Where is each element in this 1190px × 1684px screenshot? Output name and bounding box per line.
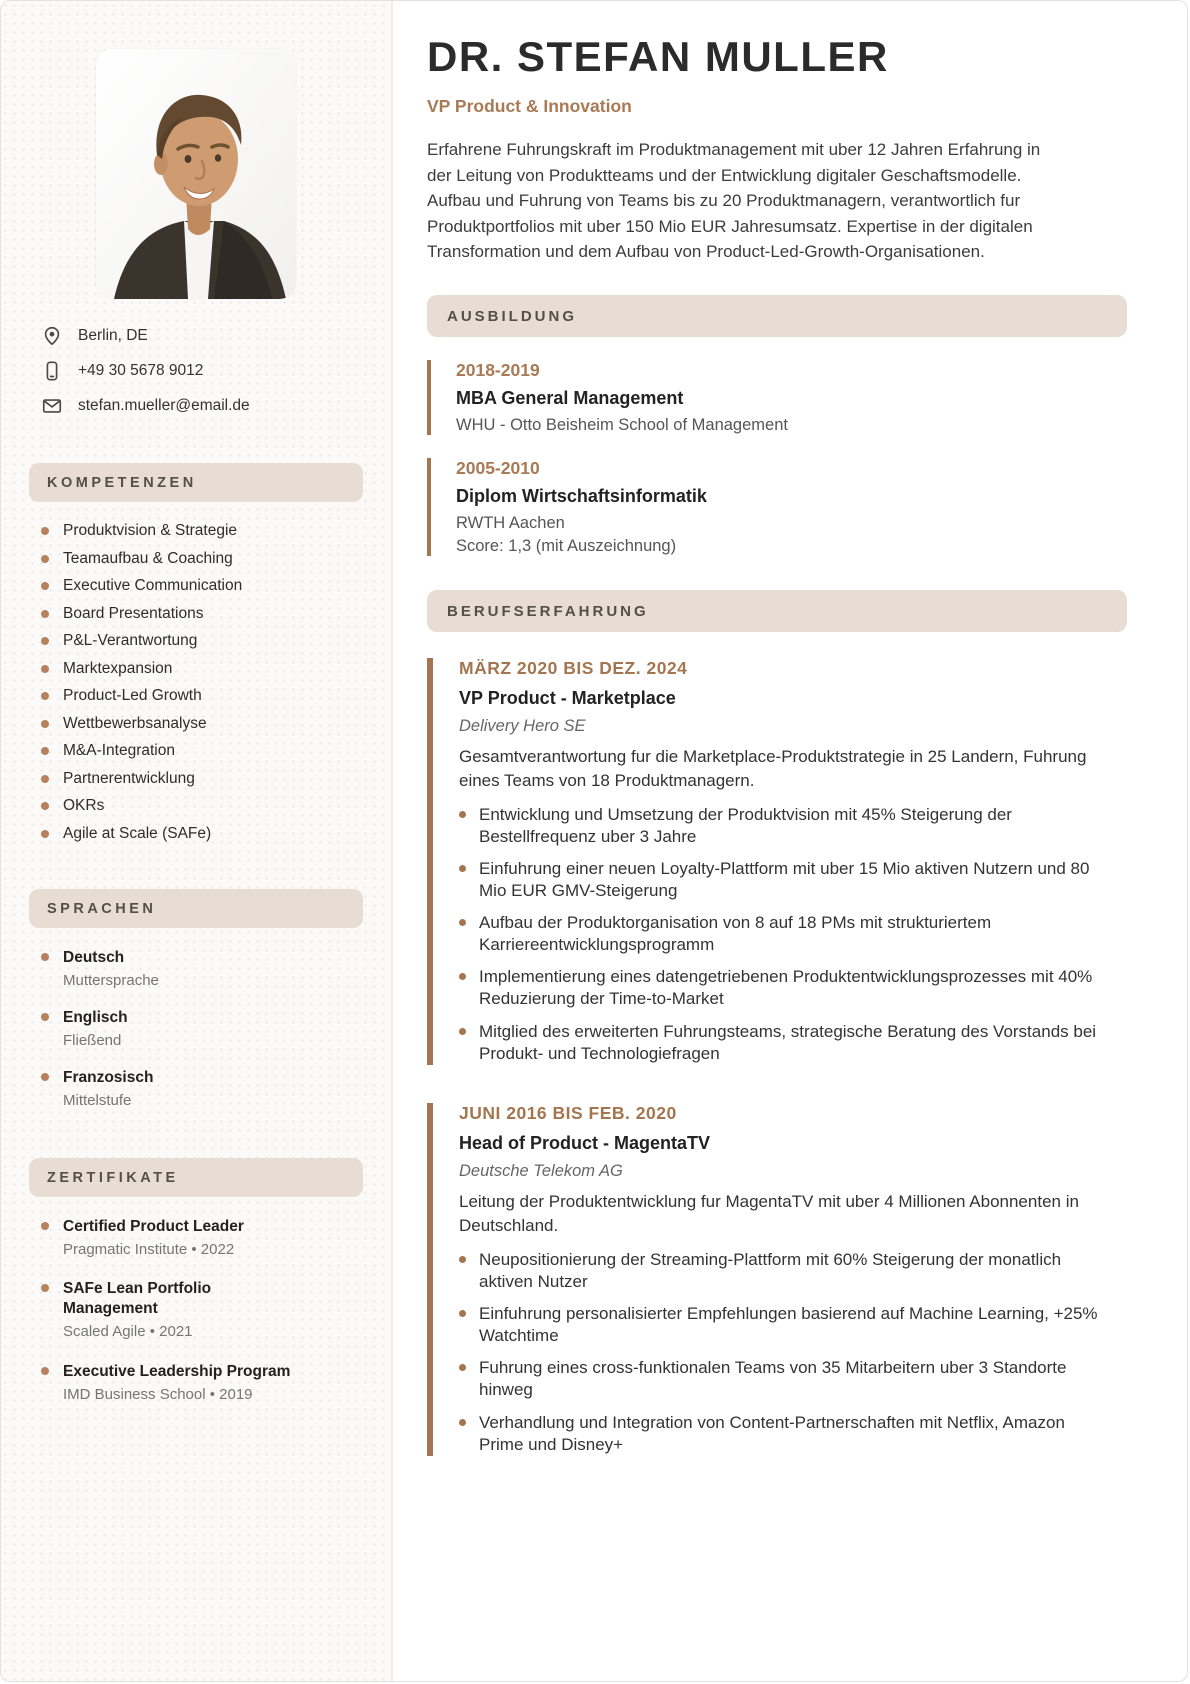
phone-icon	[41, 360, 63, 382]
bullet-icon	[41, 527, 49, 535]
bullet-icon	[41, 692, 49, 700]
list-item	[41, 825, 363, 843]
certificate-name: SAFe Lean Portfolio Management	[63, 1280, 212, 1318]
skill-label: OKRs	[63, 797, 105, 814]
skill-label: Produktvision & Strategie	[63, 522, 238, 539]
list-item	[41, 770, 363, 788]
list-item	[41, 1217, 341, 1260]
portrait-illustration	[96, 49, 296, 299]
bullet-icon	[41, 1222, 49, 1230]
experience-entry	[427, 1103, 1127, 1456]
location-pin-icon	[41, 325, 63, 347]
skill-label: P&L-Verantwortung	[63, 632, 198, 649]
section-header-experience: BERUFSERFAHRUNG	[427, 590, 1127, 632]
education-school: WHU - Otto Beisheim School of Management	[456, 415, 788, 434]
location-text: Berlin, DE	[78, 327, 148, 344]
bullet-icon	[459, 973, 466, 980]
achievement-text: Einfuhrung personalisierter Empfehlungen basierend auf Machine Learning, +25% Watchtime	[479, 1304, 1098, 1346]
language-name: Franzosisch	[63, 1069, 154, 1087]
achievement-text: Entwicklung und Umsetzung der Produktvision mit 45% Steigerung der Bestellfrequenz uber 3 Jahre	[479, 804, 1012, 846]
list-item	[459, 858, 1099, 902]
section-header-competencies: KOMPETENZEN	[29, 463, 363, 502]
section-header-education: AUSBILDUNG	[427, 295, 1127, 337]
skill-label: Teamaufbau & Coaching	[63, 549, 233, 567]
bullet-icon	[459, 811, 466, 818]
bullet-icon	[41, 775, 49, 783]
achievement-text: Mitglied des erweiterten Fuhrungsteams, strategische Beratung des Vorstands bei Produkt- und Technologiefragen	[479, 1021, 1097, 1063]
list-item	[41, 605, 363, 623]
list-item	[459, 1021, 1099, 1065]
section-header-certificates: ZERTIFIKATE	[29, 1158, 363, 1197]
experience-description: Leitung der Produktentwicklung fur MagentaTV mit uber 4 Millionen Abonnenten in Deutschland.	[459, 1191, 1079, 1236]
language-level: Fließend	[63, 1032, 122, 1050]
achievement-text: Einfuhrung einer neuen Loyalty-Plattform mit uber 15 Mio aktiven Nutzern und 80 Mio EUR GMV-Steigerung	[479, 858, 1090, 901]
contact-email	[41, 395, 363, 417]
bullet-icon	[41, 1013, 49, 1021]
bullet-icon	[41, 1284, 49, 1292]
skill-label: Wettbewerbsanalyse	[63, 714, 207, 732]
list-item	[41, 687, 363, 705]
certificate-issuer: IMD Business School • 2019	[63, 1385, 253, 1403]
contact-phone	[41, 360, 363, 382]
bullet-icon	[41, 953, 49, 961]
achievement-text: Implementierung eines datengetriebenen Produktentwicklungsprozesses mit 40% Reduzierung der Time-to-Market	[479, 967, 1093, 1009]
skill-label: Executive Communication	[63, 577, 243, 594]
language-level: Mittelstufe	[63, 1092, 132, 1110]
experience-company: Deutsche Telekom AG	[459, 1161, 623, 1180]
main-content	[393, 1, 1187, 1681]
sidebar	[1, 1, 393, 1681]
bullet-icon	[41, 555, 49, 563]
education-period: 2005-2010	[456, 457, 540, 478]
list-item	[41, 1279, 341, 1343]
achievement-text: Neupositionierung der Streaming-Plattform mit 60% Steigerung der monatlich aktiven Nutzer	[479, 1250, 1062, 1292]
certificate-issuer: Pragmatic Institute • 2022	[63, 1240, 235, 1258]
bullet-icon	[41, 582, 49, 590]
experience-bullet-list	[459, 804, 1127, 1065]
bullet-icon	[459, 1310, 466, 1317]
skill-label: M&A-Integration	[63, 742, 175, 759]
education-period: 2018-2019	[456, 359, 540, 380]
skill-label: Board Presentations	[63, 604, 204, 622]
experience-period: JUNI 2016 BIS FEB. 2020	[459, 1102, 677, 1123]
section-header-languages: SPRACHEN	[29, 889, 363, 928]
email-text: stefan.mueller@email.de	[78, 397, 250, 414]
bullet-icon	[459, 1419, 466, 1426]
experience-description: Gesamtverantwortung fur die Marketplace-Produktstrategie in 25 Landern, Fuhrung eines Teams von 18 Produktmanagern.	[459, 746, 1087, 791]
language-name: Deutsch	[63, 948, 125, 966]
bullet-icon	[41, 830, 49, 838]
achievement-text: Fuhrung eines cross-funktionalen Teams von 35 Mitarbeitern uber 3 Standorte hinweg	[479, 1358, 1067, 1400]
bullet-icon	[41, 802, 49, 810]
phone-text: +49 30 5678 9012	[78, 362, 204, 379]
language-name: Englisch	[63, 1008, 128, 1026]
experience-bullet-list	[459, 1249, 1127, 1456]
list-item	[41, 1362, 341, 1405]
bullet-icon	[41, 720, 49, 728]
experience-role: Head of Product - MagentaTV	[459, 1132, 711, 1153]
certificate-name: Executive Leadership Program	[63, 1362, 291, 1380]
bullet-icon	[459, 919, 466, 926]
bullet-icon	[41, 610, 49, 618]
bullet-icon	[41, 1367, 49, 1375]
list-item	[41, 577, 363, 595]
list-item	[459, 1357, 1099, 1401]
certificate-issuer: Scaled Agile • 2021	[63, 1323, 193, 1341]
list-item	[41, 1068, 363, 1111]
bullet-icon	[41, 665, 49, 673]
achievement-text: Verhandlung und Integration von Content-Partnerschaften mit Netflix, Amazon Prime und Disney+	[479, 1412, 1065, 1454]
skill-label: Agile at Scale (SAFe)	[63, 824, 212, 842]
education-entry	[427, 458, 1127, 556]
language-level: Muttersprache	[63, 971, 159, 989]
experience-entry	[427, 658, 1127, 1065]
bullet-icon	[41, 747, 49, 755]
education-degree: Diplom Wirtschaftsinformatik	[456, 485, 707, 506]
education-degree: MBA General Management	[456, 387, 684, 408]
list-item	[41, 550, 363, 568]
list-item	[459, 966, 1099, 1010]
bullet-icon	[459, 1256, 466, 1263]
certificates-list	[29, 1217, 363, 1405]
list-item	[41, 1008, 363, 1051]
languages-list	[29, 948, 363, 1112]
education-note: Score: 1,3 (mit Auszeichnung)	[456, 536, 677, 555]
list-item	[459, 1303, 1099, 1347]
list-item	[41, 797, 363, 815]
education-school: RWTH Aachen	[456, 513, 565, 532]
skill-label: Product-Led Growth	[63, 687, 202, 704]
list-item	[459, 1249, 1099, 1293]
education-entry	[427, 360, 1127, 435]
bullet-icon	[459, 865, 466, 872]
skill-label: Marktexpansion	[63, 659, 173, 677]
bullet-icon	[41, 1073, 49, 1081]
bullet-icon	[459, 1028, 466, 1035]
bullet-icon	[41, 637, 49, 645]
summary-paragraph: Erfahrene Fuhrungskraft im Produktmanagement mit uber 12 Jahren Erfahrung in der Leitung von Produktteams und der Entwicklung digitaler Geschaftsmodelle. Aufbau und Fuhrung von Teams bis zu 20 Produktmanagern, verantwortlich fur Produktportfolios mit uber 150 Mio EUR Jahresumsatz. Expertise in der digitalen Transformation und dem Aufbau von Product-Led-Growth-Organisationen.	[427, 140, 1041, 261]
list-item	[459, 912, 1099, 956]
list-item	[41, 715, 363, 733]
contact-info	[29, 325, 363, 417]
experience-role: VP Product - Marketplace	[459, 687, 676, 708]
bullet-icon	[459, 1364, 466, 1371]
candidate-title: VP Product & Innovation	[427, 96, 632, 116]
experience-company: Delivery Hero SE	[459, 716, 586, 735]
contact-location	[41, 325, 363, 347]
experience-period: MÄRZ 2020 BIS DEZ. 2024	[459, 657, 688, 678]
list-item	[41, 522, 363, 540]
profile-photo	[96, 49, 296, 299]
list-item	[41, 660, 363, 678]
list-item	[41, 948, 363, 991]
skill-label: Partnerentwicklung	[63, 769, 195, 787]
candidate-name: DR. STEFAN MULLER	[427, 33, 889, 80]
certificate-name: Certified Product Leader	[63, 1217, 244, 1235]
mail-icon	[41, 395, 63, 417]
list-item	[41, 632, 363, 650]
competencies-list	[29, 522, 363, 843]
achievement-text: Aufbau der Produktorganisation von 8 auf 18 PMs mit strukturiertem Karriereentwicklungsprogramm	[479, 913, 992, 955]
list-item	[459, 804, 1099, 848]
list-item	[41, 742, 363, 760]
list-item	[459, 1412, 1099, 1456]
